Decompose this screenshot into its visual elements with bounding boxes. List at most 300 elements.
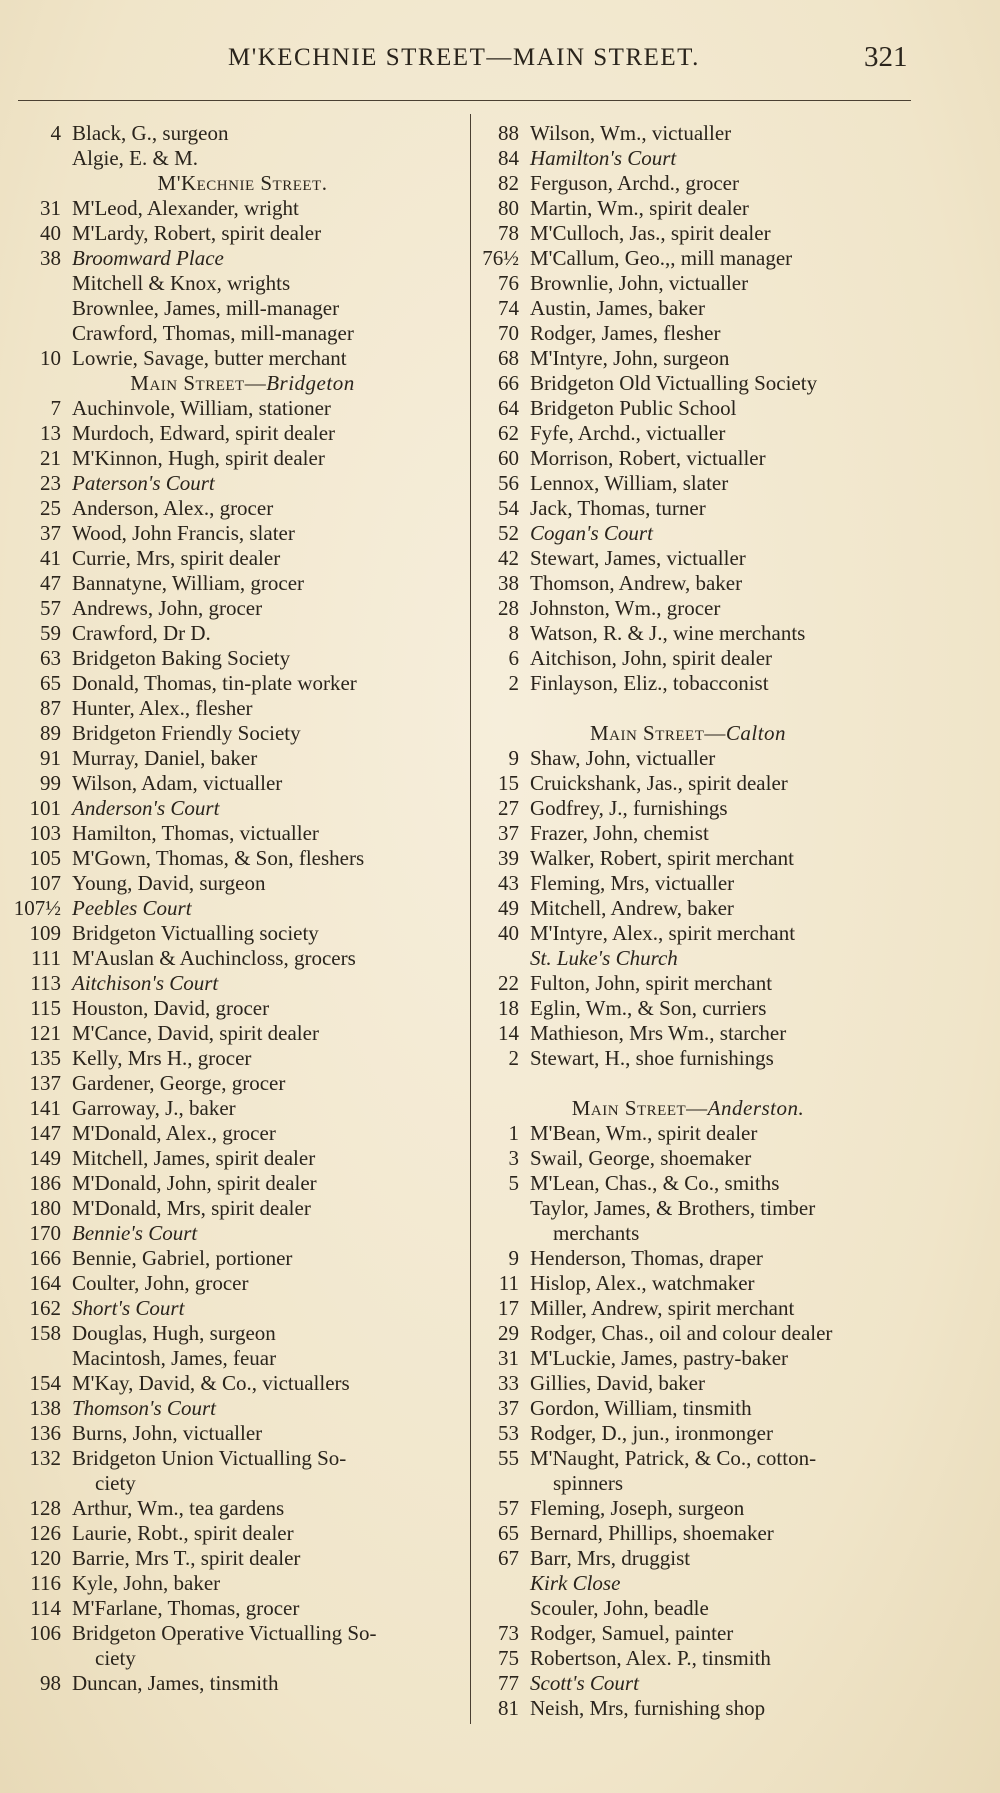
street-number: 137: [29, 1071, 61, 1095]
directory-entry: [0, 1296, 465, 1321]
entry-text: Austin, James, baker: [530, 296, 705, 320]
street-number: 10: [40, 346, 61, 370]
directory-entry: [478, 1396, 933, 1421]
directory-entry: [0, 196, 465, 221]
court-name: Short's Court: [72, 1296, 185, 1320]
section-heading: [478, 1096, 898, 1121]
street-number: 164: [29, 1271, 61, 1295]
directory-entry: [0, 971, 465, 996]
street-number: 8: [508, 621, 519, 645]
street-number: 29: [498, 1321, 519, 1345]
street-number: 89: [40, 721, 61, 745]
street-number: 82: [498, 171, 519, 195]
page-header: [0, 41, 1000, 84]
street-number: 59: [40, 621, 61, 645]
directory-entry: [0, 1096, 465, 1121]
directory-entry: [478, 1121, 933, 1146]
street-number: 113: [30, 971, 61, 995]
entry-text: Scouler, John, beadle: [530, 1596, 709, 1620]
entry-text: Fleming, Mrs, victualler: [530, 871, 735, 895]
entry-text: spinners: [553, 1471, 623, 1495]
directory-entry: [0, 746, 465, 771]
street-number: 56: [498, 471, 519, 495]
directory-entry: [478, 421, 933, 446]
entry-text: Barrie, Mrs T., spirit dealer: [72, 1546, 301, 1570]
directory-entry: [0, 1371, 465, 1396]
directory-entry: [478, 621, 933, 646]
street-number: 114: [30, 1596, 61, 1620]
entry-text: Kyle, John, baker: [72, 1571, 221, 1595]
entry-text: Young, David, surgeon: [72, 871, 266, 895]
directory-entry: [0, 1046, 465, 1071]
section-heading-district: Anderston.: [707, 1096, 805, 1120]
street-number: 170: [29, 1221, 61, 1245]
entry-text: Godfrey, J., furnishings: [530, 796, 728, 820]
entry-text: Stewart, James, victualler: [530, 546, 746, 570]
directory-entry: [0, 1271, 465, 1296]
street-number: 41: [40, 546, 61, 570]
directory-entry: [478, 321, 933, 346]
entry-text: Rodger, Samuel, painter: [530, 1621, 734, 1645]
street-number: 65: [40, 671, 61, 695]
directory-entry: [0, 221, 465, 246]
entry-text: Fleming, Joseph, surgeon: [530, 1496, 745, 1520]
street-number: 73: [498, 1621, 519, 1645]
street-number: 88: [498, 121, 519, 145]
street-number: 107½: [13, 896, 61, 920]
entry-text: Donald, Thomas, tin-plate worker: [72, 671, 357, 695]
entry-text: Walker, Robert, spirit merchant: [530, 846, 794, 870]
court-name: Kirk Close: [530, 1571, 621, 1595]
street-number: 3: [508, 1146, 519, 1170]
entry-text: Swail, George, shoemaker: [530, 1146, 752, 1170]
directory-entry: [0, 1421, 465, 1446]
directory-entry: [0, 1121, 465, 1146]
directory-entry: [478, 1321, 933, 1346]
entry-text: Macintosh, James, feuar: [72, 1346, 277, 1370]
street-number: 120: [29, 1546, 61, 1570]
directory-entry: [478, 1696, 933, 1721]
directory-entry-continuation: [0, 1471, 465, 1496]
entry-text: Andrews, John, grocer: [72, 596, 263, 620]
street-number: 23: [40, 471, 61, 495]
directory-entry-continuation: [478, 1471, 933, 1496]
street-number: 57: [40, 596, 61, 620]
directory-entry: [0, 846, 465, 871]
entry-text: Robertson, Alex. P., tinsmith: [530, 1646, 771, 1670]
entry-text: Arthur, Wm., tea gardens: [72, 1496, 285, 1520]
street-number: 47: [40, 571, 61, 595]
directory-entry: [0, 296, 465, 321]
street-number: 78: [498, 221, 519, 245]
directory-entry: [0, 1671, 465, 1696]
street-number: 75: [498, 1646, 519, 1670]
street-number: 128: [29, 1496, 61, 1520]
entry-text: Fyfe, Archd., victualler: [530, 421, 726, 445]
entry-text: Lennox, William, slater: [530, 471, 729, 495]
directory-entry: [0, 996, 465, 1021]
directory-entry: [478, 1196, 933, 1221]
entry-text: M'Kay, David, & Co., victuallers: [72, 1371, 350, 1395]
entry-text: Henderson, Thomas, draper: [530, 1246, 763, 1270]
entry-text: ciety: [95, 1471, 136, 1495]
street-number: 186: [29, 1171, 61, 1195]
street-number: 31: [40, 196, 61, 220]
entry-text: Wilson, Adam, victualler: [72, 771, 283, 795]
directory-entry: [478, 121, 933, 146]
entry-text: Coulter, John, grocer: [72, 1271, 249, 1295]
directory-entry: [478, 296, 933, 321]
directory-entry: [478, 146, 933, 171]
street-number: 54: [498, 496, 519, 520]
entry-text: M'Donald, Mrs, spirit dealer: [72, 1196, 311, 1220]
street-number: 103: [29, 821, 61, 845]
street-number: 132: [29, 1446, 61, 1470]
directory-entry: [478, 596, 933, 621]
street-number: 64: [498, 396, 519, 420]
directory-entry: [478, 796, 933, 821]
entry-text: M'Lean, Chas., & Co., smiths: [530, 1171, 780, 1195]
section-spacer: [478, 1071, 933, 1096]
directory-entry: [478, 1021, 933, 1046]
street-number: 166: [29, 1246, 61, 1270]
section-heading-text: Main Street—: [589, 721, 726, 745]
directory-entry: [0, 496, 465, 521]
entry-text: Murdoch, Edward, spirit dealer: [72, 421, 336, 445]
section-heading-district: Bridgeton: [266, 371, 355, 395]
entry-text: M'Donald, Alex., grocer: [72, 1121, 276, 1145]
court-name: Broomward Place: [72, 246, 224, 270]
entry-text: Cruickshank, Jas., spirit dealer: [530, 771, 788, 795]
directory-entry: [478, 1621, 933, 1646]
directory-entry-continuation: [478, 1221, 933, 1246]
entry-text: Murray, Daniel, baker: [72, 746, 258, 770]
entry-text: Kelly, Mrs H., grocer: [72, 1046, 252, 1070]
street-number: 31: [498, 1346, 519, 1370]
street-number: 37: [498, 821, 519, 845]
directory-entry: [478, 246, 933, 271]
directory-entry: [478, 571, 933, 596]
street-number: 57: [498, 1496, 519, 1520]
street-number: 149: [29, 1146, 61, 1170]
entry-text: Bernard, Phillips, shoemaker: [530, 1521, 774, 1545]
entry-text: Laurie, Robt., spirit dealer: [72, 1521, 294, 1545]
street-number: 105: [29, 846, 61, 870]
directory-entry: [478, 1646, 933, 1671]
directory-entry: [478, 1521, 933, 1546]
directory-entry: [478, 1596, 933, 1621]
street-number: 154: [29, 1371, 61, 1395]
entry-text: M'Intyre, Alex., spirit merchant: [530, 921, 796, 945]
entry-text: Brownlie, John, victualler: [530, 271, 749, 295]
entry-text: Anderson, Alex., grocer: [72, 496, 274, 520]
directory-entry: [0, 1021, 465, 1046]
street-number: 40: [498, 921, 519, 945]
directory-entry: [478, 1296, 933, 1321]
entry-text: Crawford, Thomas, mill-manager: [72, 321, 354, 345]
directory-entry: [478, 471, 933, 496]
street-number: 81: [498, 1696, 519, 1720]
court-name: Cogan's Court: [530, 521, 653, 545]
directory-entry: [478, 1546, 933, 1571]
street-number: 55: [498, 1446, 519, 1470]
street-number: 42: [498, 546, 519, 570]
directory-entry: [0, 471, 465, 496]
court-name: Peebles Court: [72, 896, 192, 920]
street-number: 4: [50, 121, 61, 145]
entry-text: M'Gown, Thomas, & Son, fleshers: [72, 846, 365, 870]
section-heading: [478, 721, 898, 746]
entry-text: Gillies, David, baker: [530, 1371, 705, 1395]
directory-entry: [0, 796, 465, 821]
page-number: 321: [864, 41, 908, 73]
directory-entry: [0, 1596, 465, 1621]
entry-text: Thomson, Andrew, baker: [530, 571, 743, 595]
section-spacer: [478, 696, 933, 721]
entry-text: Burns, John, victualler: [72, 1421, 263, 1445]
court-name: Anderson's Court: [72, 796, 220, 820]
section-heading-text: Main Street—: [571, 1096, 708, 1120]
street-number: 66: [498, 371, 519, 395]
entry-text: Hunter, Alex., flesher: [72, 696, 253, 720]
entry-text: Aitchison, John, spirit dealer: [530, 646, 773, 670]
entry-text: Watson, R. & J., wine merchants: [530, 621, 806, 645]
directory-entry: [0, 596, 465, 621]
directory-entry: [0, 721, 465, 746]
directory-entry: [478, 396, 933, 421]
directory-entry: [478, 871, 933, 896]
directory-entry: [478, 1446, 933, 1471]
street-number: 158: [29, 1321, 61, 1345]
directory-entry: [0, 1621, 465, 1646]
street-number: 63: [40, 646, 61, 670]
section-heading: [0, 171, 465, 196]
street-number: 43: [498, 871, 519, 895]
section-heading-text: M'Kechnie Street.: [157, 171, 328, 195]
street-number: 76½: [482, 246, 519, 270]
street-number: 91: [40, 746, 61, 770]
directory-entry: [0, 871, 465, 896]
entry-text: M'Donald, John, spirit dealer: [72, 1171, 317, 1195]
street-number: 28: [498, 596, 519, 620]
header-rule: [18, 100, 911, 101]
entry-text: Miller, Andrew, spirit merchant: [530, 1296, 795, 1320]
entry-text: Rodger, D., jun., ironmonger: [530, 1421, 773, 1445]
directory-entry: [0, 1571, 465, 1596]
entry-text: Bridgeton Old Victualling Society: [530, 371, 818, 395]
directory-entry: [0, 1521, 465, 1546]
directory-entry: [0, 1496, 465, 1521]
street-number: 121: [29, 1021, 61, 1045]
entry-text: Martin, Wm., spirit dealer: [530, 196, 749, 220]
street-number: 38: [40, 246, 61, 270]
street-number: 80: [498, 196, 519, 220]
directory-entry: [478, 896, 933, 921]
directory-entry: [478, 1346, 933, 1371]
directory-entry: [0, 1171, 465, 1196]
court-name: Paterson's Court: [72, 471, 215, 495]
directory-entry: [478, 346, 933, 371]
street-number: 5: [508, 1171, 519, 1195]
directory-entry: [478, 1271, 933, 1296]
street-number: 40: [40, 221, 61, 245]
street-number: 76: [498, 271, 519, 295]
street-number: 141: [29, 1096, 61, 1120]
street-number: 126: [29, 1521, 61, 1545]
directory-entry: [0, 1346, 465, 1371]
street-number: 14: [498, 1021, 519, 1045]
directory-entry: [478, 371, 933, 396]
directory-entry: [0, 246, 465, 271]
entry-text: Mitchell, Andrew, baker: [530, 896, 734, 920]
entry-text: Hislop, Alex., watchmaker: [530, 1271, 755, 1295]
street-number: 116: [30, 1571, 61, 1595]
directory-entry: [478, 1421, 933, 1446]
street-number: 21: [40, 446, 61, 470]
entry-text: Finlayson, Eliz., tobacconist: [530, 671, 769, 695]
street-number: 22: [498, 971, 519, 995]
directory-entry: [478, 196, 933, 221]
entry-text: M'Auslan & Auchincloss, grocers: [72, 946, 356, 970]
directory-entry: [0, 646, 465, 671]
street-number: 15: [498, 771, 519, 795]
directory-entry: [478, 496, 933, 521]
street-number: 39: [498, 846, 519, 870]
entry-text: M'Callum, Geo.,, mill manager: [530, 246, 793, 270]
entry-text: Bridgeton Friendly Society: [72, 721, 301, 745]
entry-text: Bridgeton Operative Victualling So-: [72, 1621, 377, 1645]
directory-entry: [0, 421, 465, 446]
street-number: 101: [29, 796, 61, 820]
street-number: 17: [498, 1296, 519, 1320]
street-number: 147: [29, 1121, 61, 1145]
street-number: 98: [40, 1671, 61, 1695]
entry-text: Eglin, Wm., & Son, curriers: [530, 996, 767, 1020]
entry-text: Hamilton, Thomas, victualler: [72, 821, 319, 845]
section-heading-text: Main Street—: [130, 371, 267, 395]
directory-entry: [478, 1046, 933, 1071]
directory-entry: [0, 1321, 465, 1346]
directory-entry: [478, 446, 933, 471]
directory-entry: [0, 1146, 465, 1171]
directory-entry: [478, 646, 933, 671]
entry-text: M'Culloch, Jas., spirit dealer: [530, 221, 771, 245]
directory-entry: [478, 1671, 933, 1696]
street-number: 52: [498, 521, 519, 545]
entry-text: Neish, Mrs, furnishing shop: [530, 1696, 766, 1720]
directory-entry: [0, 1446, 465, 1471]
directory-entry: [478, 1171, 933, 1196]
court-name: Hamilton's Court: [530, 146, 677, 170]
entry-text: Auchinvole, William, stationer: [72, 396, 331, 420]
directory-entry: [0, 621, 465, 646]
street-number: 9: [508, 1246, 519, 1270]
directory-entry: [0, 921, 465, 946]
street-number: 1: [508, 1121, 519, 1145]
entry-text: Mathieson, Mrs Wm., starcher: [530, 1021, 787, 1045]
directory-entry: [478, 921, 933, 946]
court-name: Aitchison's Court: [72, 971, 219, 995]
directory-entry: [478, 846, 933, 871]
street-number: 74: [498, 296, 519, 320]
directory-entry: [478, 271, 933, 296]
directory-entry: [0, 1396, 465, 1421]
directory-entry: [0, 446, 465, 471]
street-number: 7: [50, 396, 61, 420]
entry-text: Douglas, Hugh, surgeon: [72, 1321, 276, 1345]
entry-text: Frazer, John, chemist: [530, 821, 709, 845]
entry-text: Ferguson, Archd., grocer: [530, 171, 739, 195]
directory-entry: [478, 946, 933, 971]
directory-entry: [0, 1221, 465, 1246]
entry-text: Lowrie, Savage, butter merchant: [72, 346, 347, 370]
section-heading: [0, 371, 465, 396]
street-number: 180: [29, 1196, 61, 1220]
street-number: 106: [29, 1621, 61, 1645]
directory-entry: [0, 696, 465, 721]
entry-text: Bannatyne, William, grocer: [72, 571, 305, 595]
entry-text: Rodger, Chas., oil and colour dealer: [530, 1321, 833, 1345]
street-number: 37: [498, 1396, 519, 1420]
court-name: Scott's Court: [530, 1671, 639, 1695]
entry-text: Bridgeton Victualling society: [72, 921, 319, 945]
directory-entry: [0, 896, 465, 921]
directory-entry: [478, 996, 933, 1021]
street-number: 84: [498, 146, 519, 170]
directory-entry: [0, 396, 465, 421]
street-number: 49: [498, 896, 519, 920]
directory-entry: [0, 146, 465, 171]
entry-text: Taylor, James, & Brothers, timber: [530, 1196, 816, 1220]
directory-entry: [0, 121, 465, 146]
court-name: Bennie's Court: [72, 1221, 198, 1245]
directory-entry: [478, 521, 933, 546]
street-number: 33: [498, 1371, 519, 1395]
directory-entry: [478, 546, 933, 571]
street-number: 87: [40, 696, 61, 720]
street-number: 2: [508, 1046, 519, 1070]
column-divider: [470, 114, 471, 1724]
directory-entry: [478, 1246, 933, 1271]
street-number: 37: [40, 521, 61, 545]
street-number: 77: [498, 1671, 519, 1695]
entry-text: Bridgeton Public School: [530, 396, 737, 420]
street-number: 13: [40, 421, 61, 445]
directory-entry: [478, 671, 933, 696]
entry-text: M'Cance, David, spirit dealer: [72, 1021, 319, 1045]
entry-text: M'Luckie, James, pastry-baker: [530, 1346, 789, 1370]
directory-entry: [0, 546, 465, 571]
street-number: 111: [31, 946, 61, 970]
directory-entry: [478, 1371, 933, 1396]
directory-entry: [478, 171, 933, 196]
directory-entry: [0, 1071, 465, 1096]
entry-text: Shaw, John, victualler: [530, 746, 716, 770]
street-number: 107: [29, 871, 61, 895]
entry-text: Wood, John Francis, slater: [72, 521, 295, 545]
entry-text: M'Intyre, John, surgeon: [530, 346, 730, 370]
entry-text: Bennie, Gabriel, portioner: [72, 1246, 293, 1270]
street-number: 9: [508, 746, 519, 770]
street-number: 25: [40, 496, 61, 520]
directory-entry: [0, 671, 465, 696]
entry-text: merchants: [553, 1221, 640, 1245]
entry-text: Gordon, William, tinsmith: [530, 1396, 752, 1420]
entry-text: Fulton, John, spirit merchant: [530, 971, 773, 995]
entry-text: M'Bean, Wm., spirit dealer: [530, 1121, 758, 1145]
entry-text: Rodger, James, flesher: [530, 321, 721, 345]
directory-entry: [0, 571, 465, 596]
